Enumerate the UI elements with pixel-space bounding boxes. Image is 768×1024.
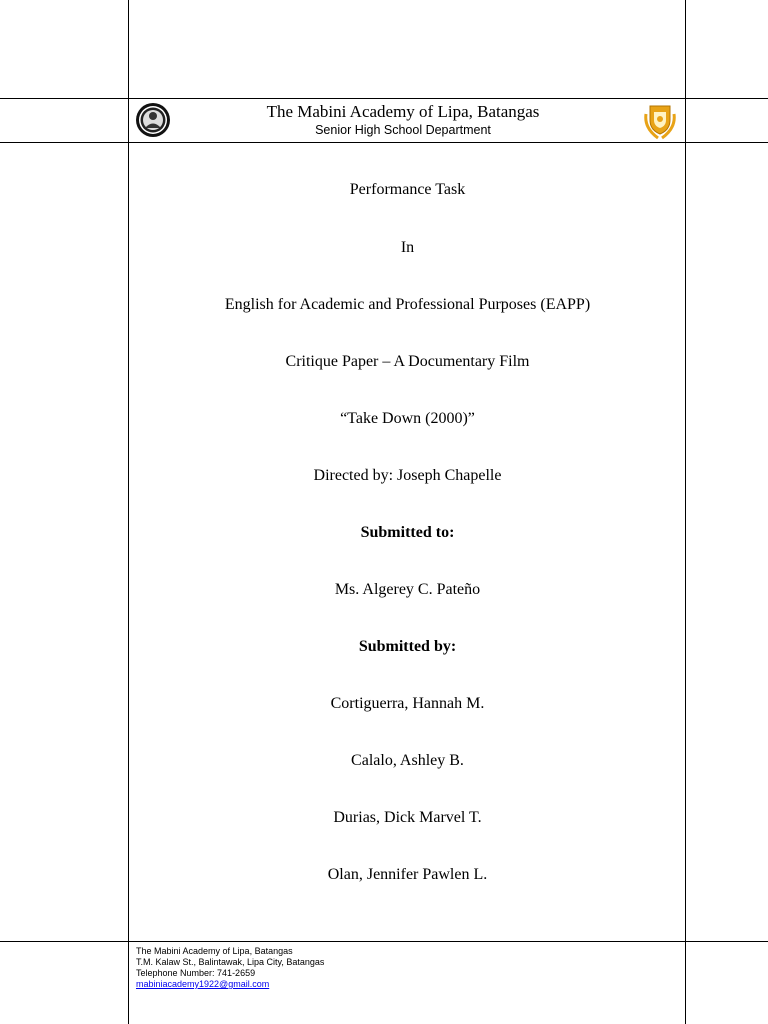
footer-address: T.M. Kalaw St., Balintawak, Lipa City, Batangas <box>136 957 325 967</box>
task-line: Performance Task <box>349 181 466 198</box>
footer-email-link[interactable]: mabiniacademy1922@gmail.com <box>136 979 270 989</box>
paper-type-line: Critique Paper – A Documentary Film <box>285 353 530 370</box>
footer-telephone: Telephone Number: 741-2659 <box>136 968 256 978</box>
department-name: Senior High School Department <box>315 123 491 137</box>
student-name: Durias, Dick Marvel T. <box>333 809 482 826</box>
footer-school: The Mabini Academy of Lipa, Batangas <box>136 946 293 956</box>
film-title-line: “Take Down (2000)” <box>340 410 475 427</box>
right-margin-line <box>685 0 686 1024</box>
academy-seal-icon <box>135 100 171 140</box>
footer-top-line <box>0 941 768 942</box>
footer-contact <box>136 946 324 990</box>
header-bottom-line <box>0 142 768 143</box>
left-margin-line <box>128 0 129 1024</box>
subject-line: English for Academic and Professional Purposes (EAPP) <box>224 296 591 313</box>
header-top-line <box>0 98 768 99</box>
submitted-by-label: Submitted by: <box>358 638 457 655</box>
student-name: Cortiguerra, Hannah M. <box>330 695 485 712</box>
student-name: Calalo, Ashley B. <box>351 752 464 769</box>
shs-crest-icon <box>640 100 680 142</box>
director-line: Directed by: Joseph Chapelle <box>313 467 502 484</box>
school-name: The Mabini Academy of Lipa, Batangas <box>266 102 540 121</box>
teacher-name: Ms. Algerey C. Pateño <box>334 581 481 598</box>
student-name: Olan, Jennifer Pawlen L. <box>327 866 488 883</box>
in-line: In <box>400 239 415 256</box>
submitted-to-label: Submitted to: <box>360 524 455 541</box>
